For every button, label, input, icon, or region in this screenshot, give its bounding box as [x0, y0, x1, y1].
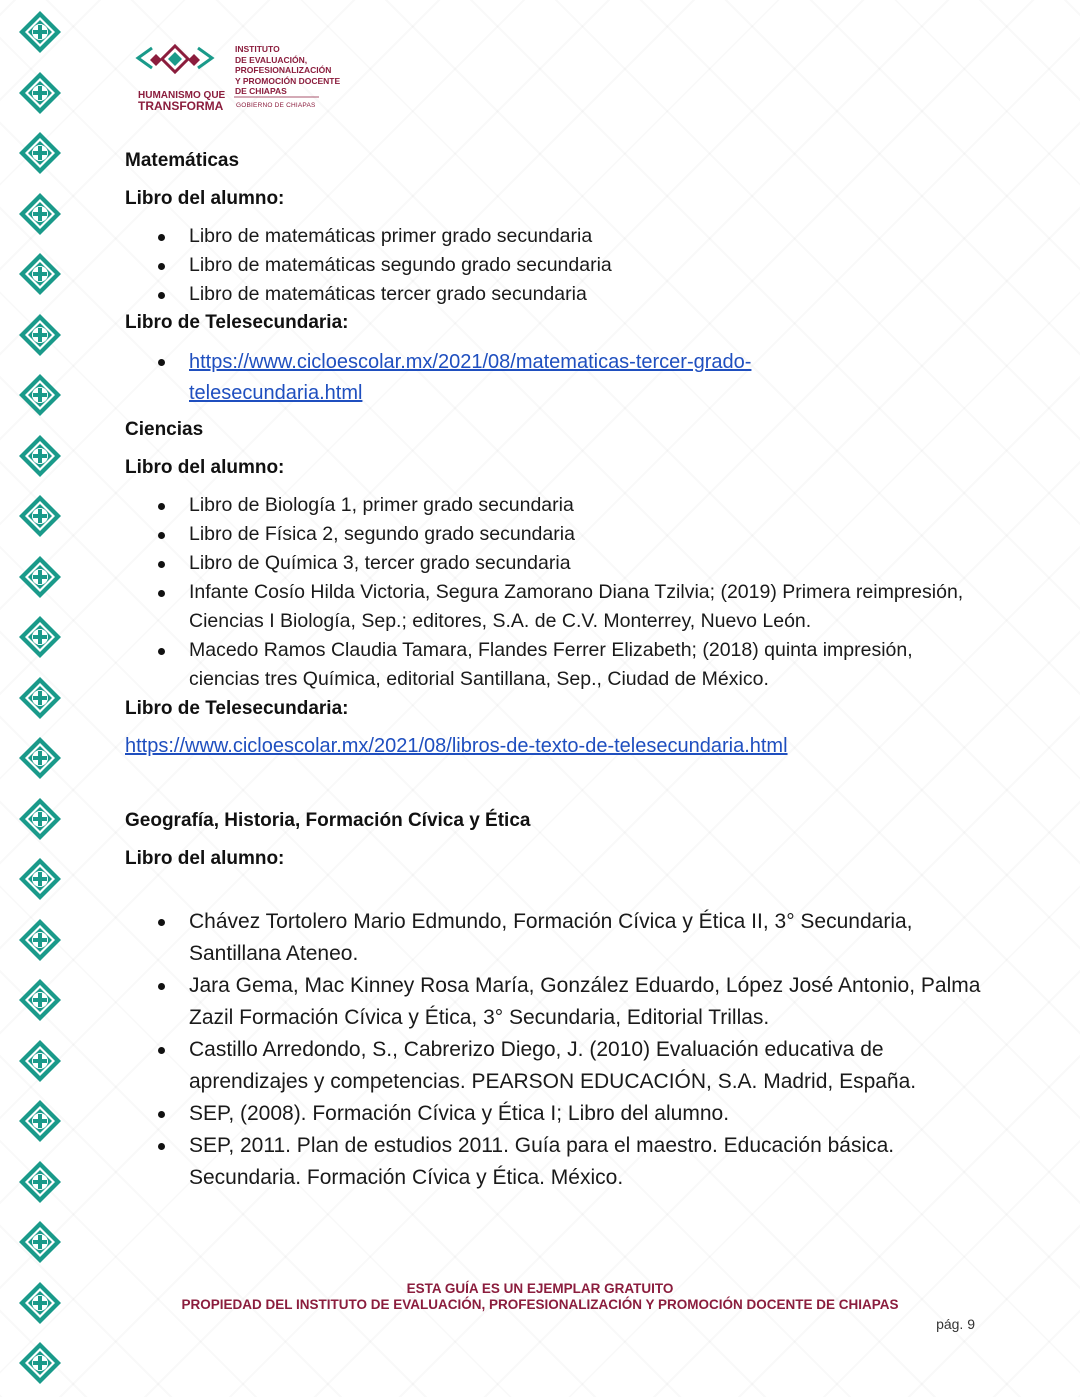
page-number: pág. 9: [936, 1316, 975, 1332]
diamond-ornament-icon: [18, 1099, 62, 1143]
label-libro-telesecundaria: Libro de Telesecundaria:: [125, 312, 349, 333]
list-item: Libro de matemáticas tercer grado secundaria: [125, 280, 985, 309]
diamond-ornament-icon: [18, 434, 62, 478]
label-libro-telesecundaria: Libro de Telesecundaria:: [125, 698, 349, 719]
telesecundaria-link[interactable]: https://www.cicloescolar.mx/2021/08/libros-de-texto-de-telesecundaria.html: [125, 735, 788, 757]
list-item: Libro de Física 2, segundo grado secundaria: [125, 520, 985, 549]
list-item: Infante Cosío Hilda Victoria, Segura Zamorano Diana Tzilvia; (2019) Primera reimpresión, Ciencias I Biología, Sep.; editores, S.A. de C.V. Monterrey, Nuevo León.: [125, 578, 985, 636]
diamond-ornament-icon: [18, 10, 62, 54]
diamond-ornament-icon: [18, 1160, 62, 1204]
diamond-ornament-icon: [18, 252, 62, 296]
diamond-ornament-icon: [18, 1220, 62, 1264]
diamond-ornament-icon: [18, 857, 62, 901]
diamond-ornament-icon: [18, 676, 62, 720]
diamond-ornament-icon: [18, 615, 62, 659]
section-title-matematicas: Matemáticas: [125, 150, 240, 171]
diamond-ornament-icon: [18, 494, 62, 538]
list-item: SEP, 2011. Plan de estudios 2011. Guía para el maestro. Educación básica. Secundaria. Formación Cívica y Ética. México.: [125, 1130, 985, 1194]
list-item: Castillo Arredondo, S., Cabrerizo Diego, J. (2010) Evaluación educativa de aprendizajes y competencias. PEARSON EDUCACIÓN, S.A. Madrid, España.: [125, 1034, 985, 1098]
diamond-ornament-icon: [18, 192, 62, 236]
list-item: Libro de Biología 1, primer grado secundaria: [125, 491, 985, 520]
diamond-ornament-icon: [18, 555, 62, 599]
footer-line1: ESTA GUÍA ES UN EJEMPLAR GRATUITO: [406, 1281, 674, 1296]
diamond-ornament-icon: [18, 918, 62, 962]
footer-line2: PROPIEDAD DEL INSTITUTO DE EVALUACIÓN, PROFESIONALIZACIÓN Y PROMOCIÓN DOCENTE DE CHIAPAS: [181, 1297, 899, 1312]
diamond-ornament-icon: [18, 1039, 62, 1083]
list-item: Chávez Tortolero Mario Edmundo, Formación Cívica y Ética II, 3° Secundaria, Santillana Ateneo.: [125, 906, 985, 970]
logo-tagline: HUMANISMO QUE TRANSFORMA: [138, 90, 226, 113]
section-title-geografia: Geografía, Historia, Formación Cívica y Ética: [125, 810, 531, 831]
list-geografia-alumno: [125, 906, 985, 1194]
label-libro-alumno: Libro del alumno:: [125, 848, 285, 869]
list-item: Macedo Ramos Claudia Tamara, Flandes Ferrer Elizabeth; (2018) quinta impresión, ciencias tres Química, editorial Santillana, Sep., Ciudad de México.: [125, 636, 985, 694]
diamond-ornament-icon: [18, 313, 62, 357]
list-item: Libro de Química 3, tercer grado secundaria: [125, 549, 985, 578]
gobierno-label: GOBIERNO DE CHIAPAS: [236, 102, 316, 109]
diamond-ornament-icon: [18, 797, 62, 841]
telesecundaria-link[interactable]: https://www.cicloescolar.mx/2021/08/matematicas-tercer-grado- telesecundaria.html: [189, 351, 752, 404]
label-libro-alumno: Libro del alumno:: [125, 457, 285, 478]
list-item: SEP, (2008). Formación Cívica y Ética I; Libro del alumno.: [125, 1098, 985, 1130]
list-matematicas-tele: [125, 347, 985, 409]
diamond-ornament-icon: [18, 373, 62, 417]
label-libro-alumno: Libro del alumno:: [125, 188, 285, 209]
list-matematicas-alumno: [125, 222, 985, 309]
diamond-ornament-icon: [18, 71, 62, 115]
list-item: [125, 347, 985, 409]
list-item: Libro de matemáticas primer grado secundaria: [125, 222, 985, 251]
section-title-ciencias: Ciencias: [125, 419, 204, 440]
diamond-ornament-icon: [18, 978, 62, 1022]
list-item: Jara Gema, Mac Kinney Rosa María, González Eduardo, López José Antonio, Palma Zazil Formación Cívica y Ética, 3° Secundaria, Editorial Trillas.: [125, 970, 985, 1034]
diamond-ornament-icon: [18, 131, 62, 175]
diamond-ornament-icon: [18, 1341, 62, 1385]
list-ciencias-alumno: [125, 491, 985, 694]
list-item: Libro de matemáticas segundo grado secundaria: [125, 251, 985, 280]
diamond-ornament-icon: [18, 736, 62, 780]
institute-name: INSTITUTO DE EVALUACIÓN, PROFESIONALIZACIÓN Y PROMOCIÓN DOCENTE DE CHIAPAS: [235, 44, 341, 96]
decorative-border: [12, 0, 68, 1397]
